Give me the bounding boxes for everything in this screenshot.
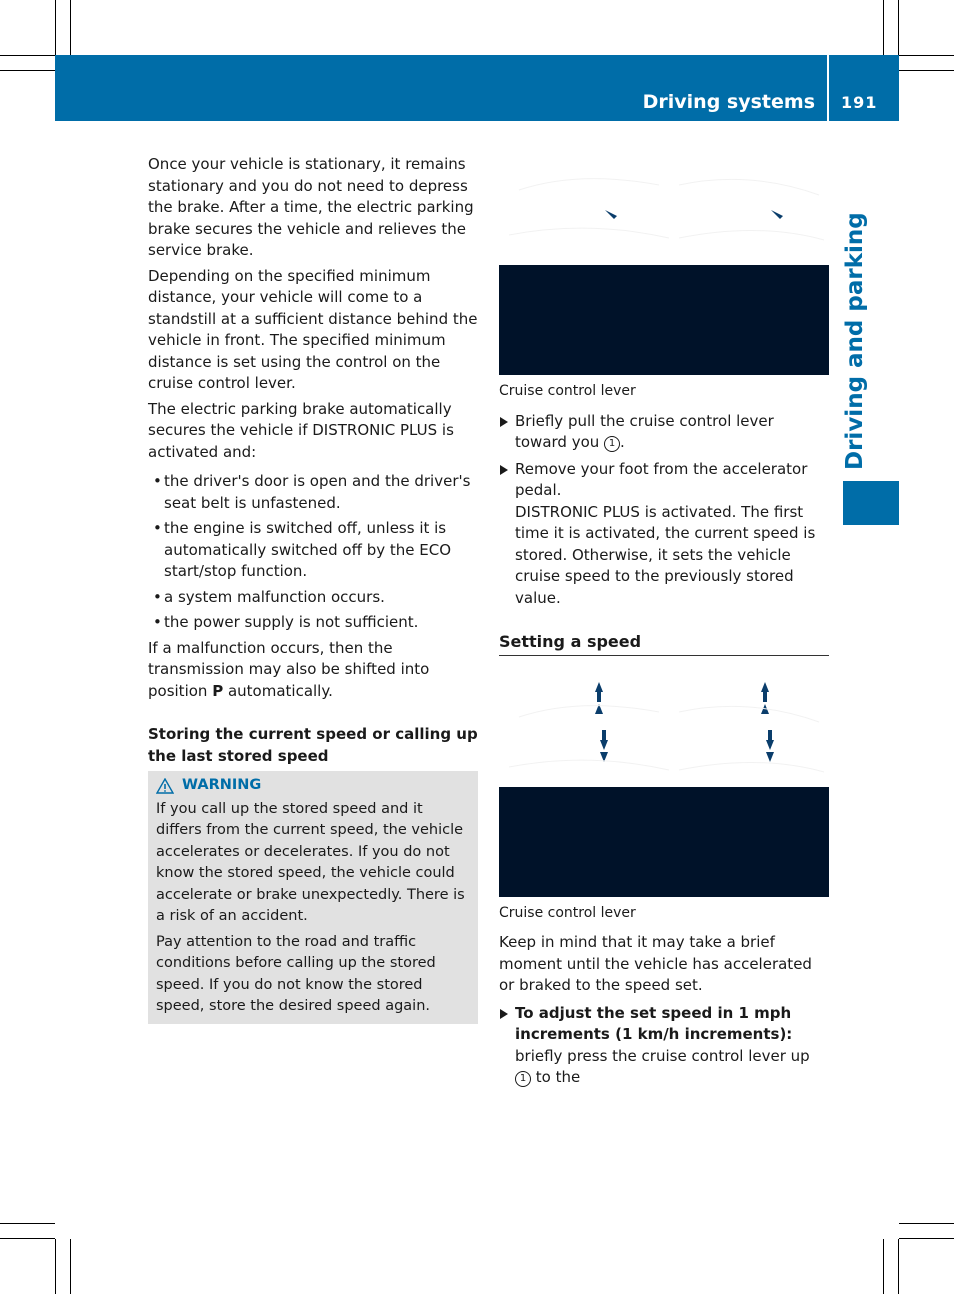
warning-triangle-icon xyxy=(156,778,174,794)
warning-box xyxy=(148,771,478,1024)
bullet-list xyxy=(148,471,478,634)
cruise-lever-illustration xyxy=(499,150,829,265)
crop-mark xyxy=(0,70,55,71)
warning-title: WARNING xyxy=(182,777,262,793)
crop-mark xyxy=(899,55,954,56)
instruction-step xyxy=(499,1003,829,1089)
crop-mark xyxy=(55,1239,56,1294)
list-item: • the driver's door is open and the driver's seat belt is unfastened. xyxy=(148,471,478,514)
crop-mark xyxy=(0,1223,55,1224)
text: If a malfunction occurs, then the transmission may also be shifted into position xyxy=(148,638,430,700)
crop-mark xyxy=(883,1239,884,1294)
subheading: Storing the current speed or calling up the last stored speed xyxy=(148,725,478,765)
crop-mark xyxy=(899,70,954,71)
crop-mark xyxy=(0,55,55,56)
chapter-tab xyxy=(843,481,899,525)
crop-mark xyxy=(55,0,56,55)
step-label: To adjust the set speed in 1 mph increments (1 km/h increments): xyxy=(515,1003,793,1043)
paragraph xyxy=(148,638,478,703)
text: Briefly pull the cruise control lever toward you xyxy=(515,411,774,451)
page-number: 191 xyxy=(841,93,878,112)
figure-dark-panel xyxy=(499,265,829,375)
paragraph: The electric parking brake automatically secures the vehicle if DISTRONIC PLUS is activated and: xyxy=(148,399,454,461)
section-heading: Setting a speed xyxy=(499,631,829,656)
list-item: • the engine is switched off, unless it is automatically switched off by the ECO start/stop function. xyxy=(148,518,478,583)
instruction-step xyxy=(499,411,829,454)
gear-position: P xyxy=(212,681,224,700)
paragraph: Keep in mind that it may take a brief moment until the vehicle has accelerated or braked to the speed set. xyxy=(499,933,812,994)
text: . xyxy=(620,433,625,451)
left-column xyxy=(148,154,478,1024)
page-header xyxy=(55,55,899,121)
figure-caption: Cruise control lever xyxy=(499,383,636,399)
crop-mark xyxy=(883,0,884,55)
crop-mark xyxy=(898,0,899,55)
crop-mark xyxy=(899,1223,954,1224)
crop-mark xyxy=(898,1239,899,1294)
instruction-step xyxy=(499,459,829,610)
warning-header xyxy=(156,775,470,797)
step-arrow-icon xyxy=(500,465,508,475)
text: DISTRONIC PLUS is activated. The first time it is activated, the current speed is stored. Otherwise, it sets the vehicle cruise speed to the previously stored value. xyxy=(515,502,816,607)
crop-mark xyxy=(70,1239,71,1294)
paragraph: Once your vehicle is stationary, it remains stationary and you do not need to depress the brake. After a time, the electric parking brake secures the vehicle and relieves the service brake. xyxy=(148,155,474,259)
cruise-lever-illustration xyxy=(499,672,829,787)
text: briefly press the cruise control lever up xyxy=(515,1046,810,1065)
callout-number: 1 xyxy=(515,1071,531,1087)
figure-caption: Cruise control lever xyxy=(499,904,636,921)
list-item: • the power supply is not sufficient. xyxy=(148,612,478,634)
warning-text: If you call up the stored speed and it differs from the current speed, the vehicle accelerates or decelerates. If you do not know the stored speed, the vehicle could accelerate or brake unexpectedly. There is a risk of an accident. xyxy=(156,800,465,924)
list-item: • a system malfunction occurs. xyxy=(148,587,478,609)
text: Remove your foot from the accelerator pedal. xyxy=(515,459,808,499)
text: to the xyxy=(531,1068,581,1086)
step-arrow-icon xyxy=(500,1009,508,1019)
cruise-lever-figure xyxy=(499,150,829,375)
callout-number: 1 xyxy=(604,436,620,452)
crop-mark xyxy=(0,1238,55,1239)
figure-dark-panel xyxy=(499,787,829,897)
chapter-tab-label: Driving and parking xyxy=(842,212,868,470)
crop-mark xyxy=(899,1238,954,1239)
text: automatically. xyxy=(223,681,333,700)
right-column xyxy=(499,150,829,1094)
crop-mark xyxy=(70,0,71,55)
warning-text: Pay attention to the road and traffic conditions before calling up the stored speed. If you do not know the stored speed, store the desired speed again. xyxy=(156,933,436,1014)
header-divider xyxy=(827,55,829,121)
paragraph: Depending on the specified minimum distance, your vehicle will come to a standstill at a sufficient distance behind the vehicle in front. The specified minimum distance is set using the control on the cruise control lever. xyxy=(148,266,478,392)
step-arrow-icon xyxy=(500,417,508,427)
cruise-lever-figure xyxy=(499,672,829,897)
section-title: Driving systems xyxy=(642,91,815,113)
